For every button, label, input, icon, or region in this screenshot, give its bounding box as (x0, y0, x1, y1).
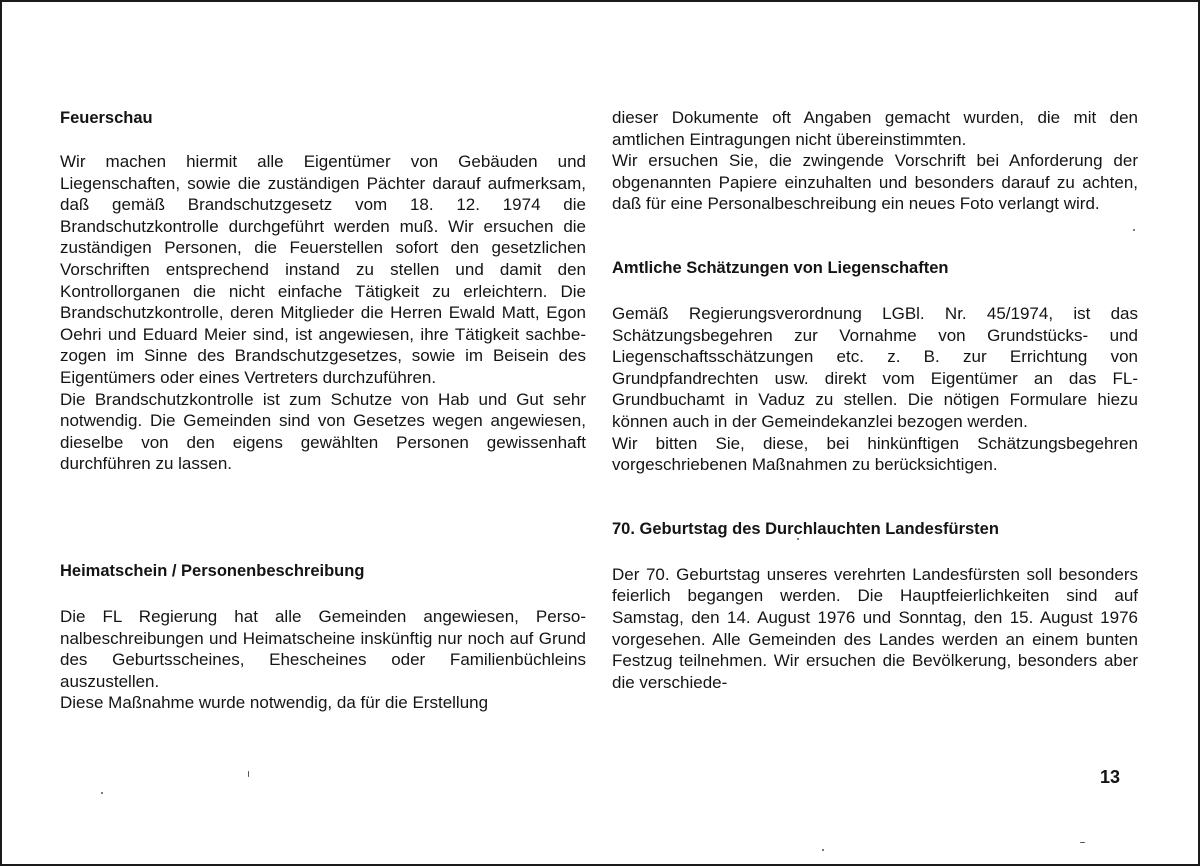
scan-speck (101, 792, 103, 794)
paragraph-schaetzungen-2: Wir bitten Sie, diese, bei hinkünftigen Schätzungsbegehren vorgeschriebenen Maßnahmen zu berücksichtigen. (612, 433, 1138, 475)
scan-speck (1080, 842, 1085, 843)
paragraph-heimatschein-1: Die FL Regierung hat alle Gemeinden angewiesen, Personalbeschreibungen und Heimatscheine inskünftig nur noch auf Grund des Geburtsscheines, Ehescheines oder Familienbüchleins auszustellen. (60, 606, 586, 691)
paragraph-continuation-2: Wir ersuchen Sie, die zwingende Vorschrift bei Anforderung der obgenannten Papiere einzuhalten und besonders darauf zu achten, daß für eine Personalbeschreibung ein neues Foto verlangt wird. (612, 151, 1138, 214)
scan-speck (797, 538, 799, 540)
page-number: 13 (1100, 767, 1121, 787)
paragraph-feuerschau-2: Die Brandschutzkontrolle ist zum Schutze von Hab und Gut sehr notwendig. Die Gemeinden sind von Gesetzes wegen angewiesen, dieselbe von den eigens gewählten Personen gewissenhaft durchführen zu lassen. (60, 389, 586, 474)
scan-speck (1133, 229, 1135, 231)
paragraph-continuation-1: dieser Dokumente oft Angaben gemacht wurden, die mit den amtlichen Eintragungen nicht übereinstimmten. (612, 108, 1138, 149)
scan-speck (822, 849, 824, 851)
paragraph-heimatschein-2: Diese Maßnahme wurde notwendig, da für die Erstellung (60, 693, 489, 713)
section-heading-geburtstag: 70. Geburtstag des Durchlauchten Landesfürsten (612, 519, 999, 538)
section-heading-feuerschau: Feuerschau (60, 109, 153, 127)
scan-speck (248, 771, 249, 777)
section-heading-schaetzungen: Amtliche Schätzungen von Liegenschaften (612, 258, 949, 277)
paragraph-schaetzungen-1: Gemäß Regierungsverordnung LGBl. Nr. 45/1974, ist das Schätzungsbegehren zur Vornahme von Grundstücks- und Liegenschaftsschätzungen etc. z. B. zur Errichtung von Grundpfandrechten usw. direkt vom Eigentümer an das FL-Grundbuchamt in Vaduz zu stellen. Die nötigen Formulare hiezu können auch in der Gemeindekanzlei bezogen werden. (612, 303, 1138, 431)
left-column (60, 107, 586, 762)
section-heading-heimatschein: Heimatschein / Personenbeschreibung (60, 561, 365, 580)
paragraph-feuerschau-1: Wir machen hiermit alle Eigentümer von Gebäuden und Liegenschaften, sowie die zuständigen Pächter darauf aufmerksam, daß gemäß Brandschutzgesetz vom 18. 12. 1974 die Brandschutzkontrolle durchgeführt werden muß. Wir ersuchen die zuständigen Personen, die Feuerstellen sofort den gesetzlichen Vorschriften entsprechend instand zu stellen und damit den Kontrollorganen die nicht einfache Tätigkeit zu erleichtern. Die Brandschutzkontrolle, deren Mitglieder die Herren Ewald Matt, Egon Oehri und Eduard Meier sind, ist angewiesen, ihre Tätigkeit sachbezogen im Sinne des Brandschutzgesetzes, sowie im Beisein des Eigentümers oder eines Vertreters durchzuführen. (60, 152, 586, 387)
paragraph-geburtstag-1: Der 70. Geburtstag unseres verehrten Landesfürsten soll besonders feierlich begangen werden. Die Hauptfeierlichkeiten sind auf Samstag, den 14. August 1976 und Sonntag, den 15. August 1976 vorgesehen. Alle Gemeinden des Landes werden an einem bunten Festzug teilnehmen. Wir ersuchen die Bevölkerung, besonders aber die verschiede- (612, 564, 1138, 692)
right-column (612, 107, 1138, 762)
